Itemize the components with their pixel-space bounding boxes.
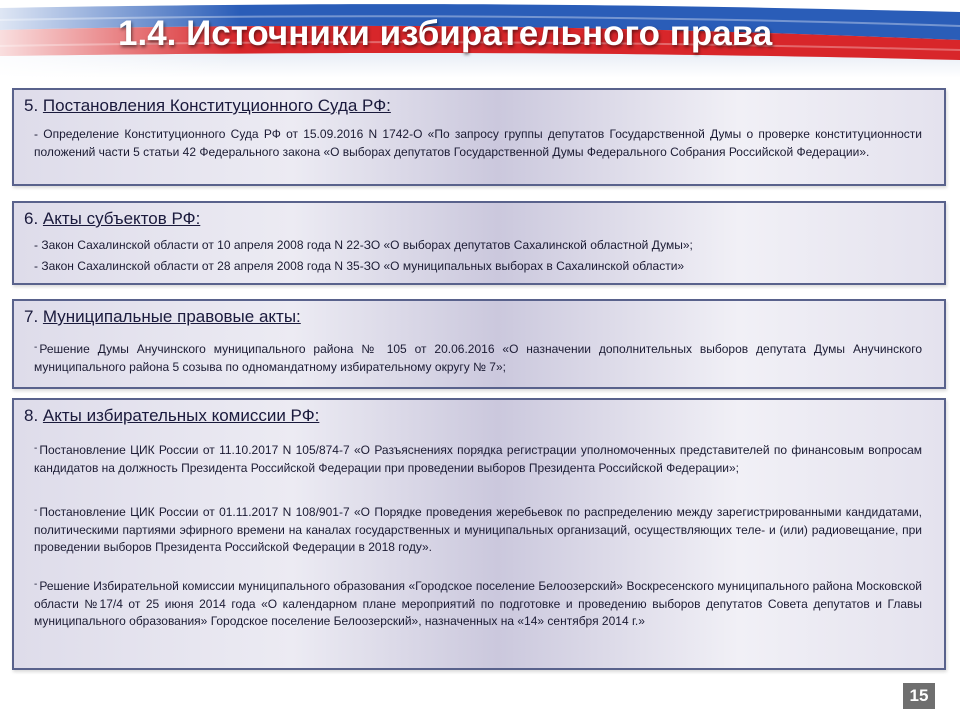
section-5-box: [12, 88, 946, 186]
section-5-heading-text: Постановления Конституционного Суда РФ:: [42, 96, 391, 115]
section-7-heading: [24, 307, 301, 327]
section-7-box: [12, 299, 946, 389]
section-8-item-1: [34, 440, 922, 477]
bullet-dash-icon: -: [34, 505, 38, 516]
section-6-item-1: - Закон Сахалинской области от 10 апреля 2008 года N 22-ЗО «О выборах депутатов Сахалинской областной Думы»;: [34, 238, 693, 252]
section-5-item-1: - Определение Конституционного Суда РФ от 15.09.2016 N 1742-О «По запросу группы депутатов Государственной Думы о проверке конституционности положений части 5 статьи 42 Федерального закона «О выборах депутатов Государственной Думы Федерального Собрания Российской Федерации».: [34, 127, 922, 159]
section-8-item-3: [34, 576, 922, 631]
section-6-heading-text: Акты субъектов РФ:: [42, 209, 201, 228]
section-6-item-2: - Закон Сахалинской области от 28 апреля 2008 года N 35-ЗО «О муниципальных выборах в Сахалинской области»: [34, 259, 685, 273]
slide-title: 1.4. Источники избирательного права: [118, 14, 773, 53]
section-6-number: 6.: [24, 209, 39, 228]
section-8-item-1-text: Постановление ЦИК России от 11.10.2017 N 105/874-7 «О Разъяснениях порядка регистрации уполномоченных представителей по финансовым вопросам кандидатов на должность Президента Российской Федерации при проведении выборов Президента Российской Федерации»;: [34, 443, 922, 475]
section-8-box: [12, 398, 946, 670]
section-7-item-1-text: Решение Думы Анучинского муниципального района № 105 от 20.06.2016 «О назначении дополнительных выборов депутата Думы Анучинского муниципального района 5 созыва по одномандатному избирательному округу № 7»;: [34, 342, 922, 374]
section-8-item-2-text: Постановление ЦИК России от 01.11.2017 N 108/901-7 «О Порядке проведения жеребьевок по распределению между зарегистрированными кандидатами, политическими партиями эфирного времени на каналах государственных и муниципальных организаций, осуществляющих теле- и (или) радиовещание, при проведении выборов Президента Российской Федерации в 2018 году».: [34, 505, 922, 554]
bullet-dash-icon: -: [34, 579, 38, 590]
bullet-dash-icon: -: [34, 342, 38, 353]
page-number: 15: [903, 683, 935, 709]
section-5-number: 5.: [24, 96, 39, 115]
section-7-heading-text: Муниципальные правовые акты:: [42, 307, 301, 326]
bullet-dash-icon: -: [34, 443, 38, 454]
section-6-box: [12, 201, 946, 285]
section-8-item-3-text: Решение Избирательной комиссии муниципального образования «Городское поселение Белоозерский» Воскресенского муниципального района Московской области №17/4 от 25 июня 2014 года «О календарном плане мероприятий по подготовке и проведению выборов депутатов Совета депутатов и Главы муниципального образования» Городское поселение Белоозерский», назначенных на «14» сентября 2014 г.»: [34, 579, 922, 628]
section-7-number: 7.: [24, 307, 39, 326]
section-8-heading: [24, 406, 319, 426]
section-8-number: 8.: [24, 406, 39, 425]
header-banner: [0, 0, 960, 78]
section-7-item-1: [34, 339, 922, 376]
section-6-heading: [24, 209, 200, 229]
section-8-heading-text: Акты избирательных комиссии РФ:: [42, 406, 320, 425]
section-8-item-2: [34, 502, 922, 557]
section-5-heading: [24, 96, 391, 116]
